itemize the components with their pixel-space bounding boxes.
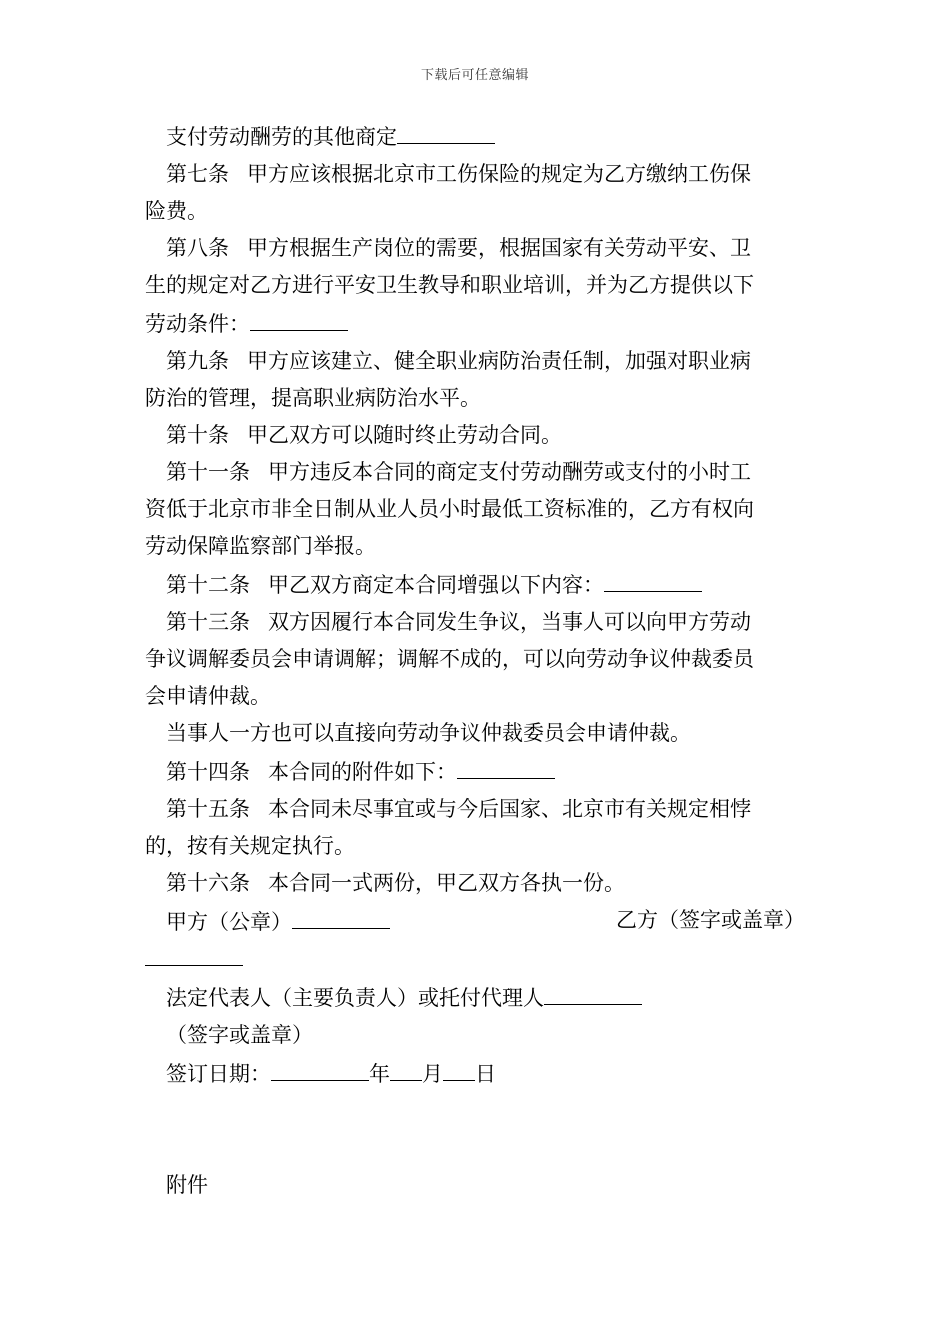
representative-line — [145, 978, 805, 1017]
article-text: 本合同未尽事宜或与今后国家、北京市有关规定相悖 — [268, 797, 751, 821]
year-blank[interactable] — [271, 1054, 369, 1081]
article-heading: 第九条 — [166, 349, 229, 373]
article-text: 本合同的附件如下： — [268, 760, 457, 784]
article-11 — [145, 454, 805, 491]
article-9 — [145, 343, 805, 380]
article-8 — [145, 230, 805, 267]
article-13-cont: 争议调解委员会申请调解；调解不成的，可以向劳动争议仲裁委员 — [145, 647, 754, 671]
article-text: 本合同一式两份，甲乙双方各执一份。 — [268, 871, 625, 895]
signature-row — [145, 902, 805, 939]
article-text: 甲方应该根据北京市工伤保险的规定为乙方缴纳工伤保 — [247, 162, 751, 186]
article-text: 甲乙双方可以随时终止劳动合同。 — [247, 423, 562, 447]
article-13 — [145, 604, 805, 641]
article-16 — [145, 865, 805, 902]
article-11-cont-2: 劳动保障监察部门举报。 — [145, 534, 376, 558]
article-heading: 第七条 — [166, 162, 229, 186]
article-13-cont-2: 会申请仲裁。 — [145, 684, 271, 708]
article-9-cont: 防治的管理，提高职业病防治水平。 — [145, 386, 481, 410]
month-label: 月 — [422, 1062, 443, 1086]
article-text: 甲方应该建立、健全职业病防治责任制，加强对职业病 — [247, 349, 751, 373]
article-text: 双方因履行本合同发生争议，当事人可以向甲方劳动 — [268, 610, 751, 634]
article-heading: 第十一条 — [166, 460, 250, 484]
article-heading: 第十二条 — [166, 573, 250, 597]
sign-or-stamp-note: （签字或盖章） — [166, 1023, 313, 1047]
article-heading: 第十三条 — [166, 610, 250, 634]
party-a-label: 甲方（公章） — [166, 910, 292, 934]
article-heading: 第十四条 — [166, 760, 250, 784]
signing-date-line — [145, 1054, 805, 1093]
article-7 — [145, 156, 805, 193]
fill-blank[interactable] — [544, 978, 642, 1005]
article-8-cont: 生的规定对乙方进行平安卫生教导和职业培训，并为乙方提供以下 — [145, 273, 754, 297]
article-15 — [145, 791, 805, 828]
fill-blank[interactable] — [250, 304, 348, 331]
party-a-signature — [166, 902, 390, 941]
representative-label: 法定代表人（主要负责人）或托付代理人 — [166, 986, 544, 1010]
day-blank[interactable] — [443, 1054, 475, 1081]
fill-blank[interactable] — [457, 752, 555, 779]
month-blank[interactable] — [390, 1054, 422, 1081]
article-10 — [145, 417, 805, 454]
contract-body — [145, 117, 805, 1204]
article-12 — [145, 565, 805, 604]
article-15-cont: 的，按有关规定执行。 — [145, 834, 355, 858]
article-14 — [145, 752, 805, 791]
party-b-blank-line — [145, 939, 805, 978]
attachment-heading: 附件 — [166, 1173, 208, 1197]
article-7-cont: 险费。 — [145, 199, 208, 223]
article-text: 甲方违反本合同的商定支付劳动酬劳或支付的小时工 — [268, 460, 751, 484]
paragraph-text: 支付劳动酬劳的其他商定 — [166, 125, 397, 149]
article-heading: 第十五条 — [166, 797, 250, 821]
fill-blank[interactable] — [145, 939, 243, 966]
party-b-label: 乙方（签字或盖章） — [616, 908, 805, 932]
article-8-cont-2 — [145, 304, 805, 343]
article-11-cont: 资低于北京市非全日制从业人员小时最低工资标准的，乙方有权向 — [145, 497, 754, 521]
article-heading: 第十六条 — [166, 871, 250, 895]
year-label: 年 — [369, 1062, 390, 1086]
article-13-extra: 当事人一方也可以直接向劳动争议仲裁委员会申请仲裁。 — [166, 721, 691, 745]
fill-blank[interactable] — [604, 565, 702, 592]
article-heading: 第八条 — [166, 236, 229, 260]
page-header-note: 下载后可任意编辑 — [420, 68, 529, 83]
article-text: 甲方根据生产岗位的需要，根据国家有关劳动平安、卫 — [247, 236, 751, 260]
article-text: 劳动条件： — [145, 312, 250, 336]
date-label: 签订日期： — [166, 1062, 271, 1086]
article-heading: 第十条 — [166, 423, 229, 447]
fill-blank[interactable] — [292, 902, 390, 929]
fill-blank[interactable] — [397, 117, 495, 144]
day-label: 日 — [475, 1062, 496, 1086]
article-text: 甲乙双方商定本合同增强以下内容： — [268, 573, 604, 597]
paragraph-other-payment — [145, 117, 805, 156]
